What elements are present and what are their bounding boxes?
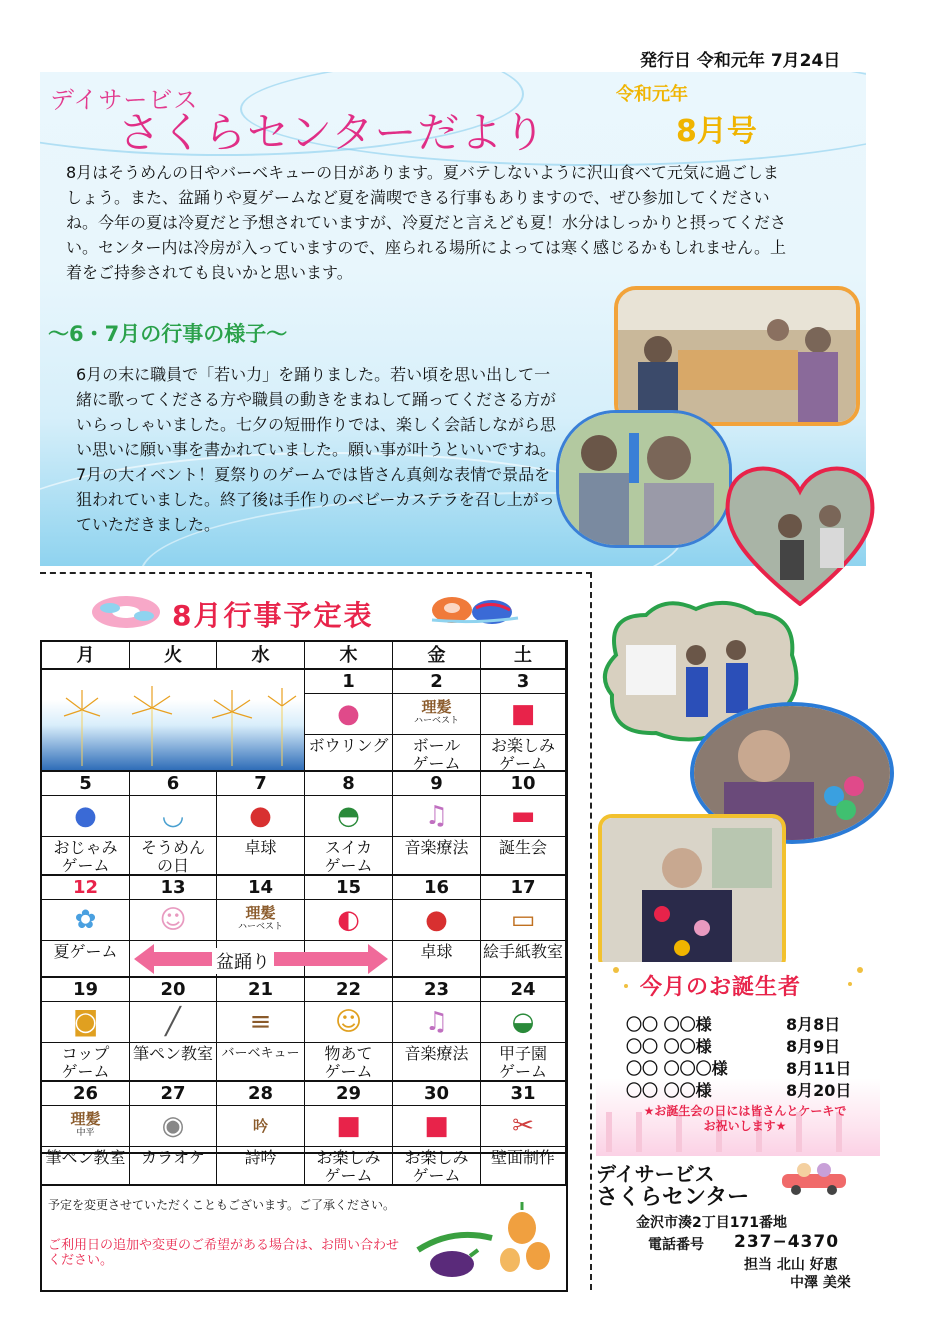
heart-photo bbox=[720, 456, 880, 606]
event-label: 筆ペン教室 bbox=[45, 1148, 126, 1167]
day-number: 28 bbox=[217, 1082, 304, 1106]
brand-subtitle: デイサービス bbox=[50, 86, 199, 114]
car-icon bbox=[776, 1160, 852, 1196]
event-label: 壁面制作 bbox=[490, 1148, 555, 1167]
calendar-day-cell bbox=[42, 772, 130, 876]
microphone-icon: ◉ bbox=[130, 1106, 216, 1147]
badge-sub: ハーベスト bbox=[413, 716, 459, 726]
footer-phone-label: 電話番号 bbox=[648, 1237, 704, 1253]
barber-icon bbox=[217, 900, 304, 941]
day-number: 26 bbox=[42, 1082, 129, 1106]
issue-date: 発行日 令和元年 7月24日 bbox=[640, 51, 841, 71]
ping-pong-icon: ● bbox=[393, 900, 480, 941]
issue-month: 8月号 bbox=[676, 114, 757, 149]
birthday-name: 〇〇 〇〇様 bbox=[626, 1037, 712, 1056]
thinking-face-icon: ☺ bbox=[305, 1002, 392, 1043]
calendar-day-cell bbox=[42, 876, 130, 978]
calendar-day-cell bbox=[481, 670, 566, 772]
day-number: 20 bbox=[130, 978, 216, 1002]
birthday-name: 〇〇 〇〇様 bbox=[626, 1081, 712, 1100]
day-number: 14 bbox=[217, 876, 304, 900]
day-number: 27 bbox=[130, 1082, 216, 1106]
bbq-skewer-icon: ≡ bbox=[217, 1002, 304, 1043]
event-label: おじゃみ ゲーム bbox=[53, 838, 118, 875]
calendar-day-cell bbox=[481, 772, 566, 876]
birthday-date: 8月8日 bbox=[786, 1015, 841, 1034]
events-paragraph: 6月の末に職員で「若い力」を踊りました。若い頃を思い出して一緒に歌ってくださる方や職員の動きをまねして踊ってくださる方がいらっしゃいました。七夕の短冊作りでは、楽しく会話しながら思い思いに願い事を書かれていました。願い事が叶うといいですね。7月の大イベント！夏祭りのゲームでは皆さん真剣な表情で景品を狙われていました。終了後は手作りのベビーカステラを召し上がっていただきました。 bbox=[76, 365, 557, 534]
fireworks-illustration bbox=[42, 670, 305, 772]
swim-ring-icon bbox=[88, 588, 164, 632]
calendar-day-cell bbox=[305, 772, 393, 876]
footer-service-type: デイサービス bbox=[596, 1162, 715, 1186]
event-label: そうめん の日 bbox=[140, 838, 205, 875]
day-number: 19 bbox=[42, 978, 129, 1002]
somen-icon: ◡ bbox=[130, 796, 216, 837]
event-label: 音楽療法 bbox=[404, 838, 469, 857]
event-label: 甲子園 ゲーム bbox=[498, 1044, 547, 1081]
poem-icon bbox=[217, 1106, 304, 1147]
bon-odori-label: 盆踊り bbox=[212, 948, 274, 974]
calendar-day-cell bbox=[481, 876, 566, 978]
event-label: お楽しみ ゲーム bbox=[490, 736, 555, 773]
birthday-date: 8月9日 bbox=[786, 1037, 841, 1056]
event-label: 卓球 bbox=[420, 942, 453, 961]
day-number: 8 bbox=[305, 772, 392, 796]
event-calendar bbox=[40, 640, 568, 1185]
badge-label: 理髪 bbox=[70, 1110, 101, 1128]
event-label: コップ ゲーム bbox=[61, 1044, 110, 1081]
event-label: バーベキュー bbox=[221, 1046, 300, 1061]
ping-pong-icon: ● bbox=[217, 796, 304, 837]
weekday-header: 土 bbox=[481, 642, 566, 670]
day-number: 10 bbox=[481, 772, 565, 796]
birthday-date: 8月20日 bbox=[786, 1081, 852, 1100]
issue-era: 令和元年 bbox=[616, 84, 688, 105]
day-number: 3 bbox=[481, 670, 565, 694]
event-label: ボール ゲーム bbox=[412, 736, 461, 773]
event-label: 卓球 bbox=[244, 838, 277, 857]
badge-label: 理髪 bbox=[421, 698, 452, 716]
weekday-header: 月 bbox=[42, 642, 130, 670]
gift-bag-icon: ■ bbox=[481, 694, 565, 735]
weekday-header: 火 bbox=[130, 642, 217, 670]
day-number: 24 bbox=[481, 978, 565, 1002]
divider-horizontal bbox=[40, 572, 592, 574]
note-change: 予定を変更させていただくこともございます。ご了承ください。 bbox=[48, 1198, 396, 1212]
barber-icon bbox=[393, 694, 480, 735]
music-icon: ♫ bbox=[393, 1002, 480, 1043]
calendar-day-cell bbox=[481, 978, 566, 1082]
watermelon-icon: ◓ bbox=[305, 796, 392, 837]
calendar-day-cell bbox=[130, 772, 217, 876]
birthday-date: 8月11日 bbox=[786, 1059, 852, 1078]
pinwheel-icon: ✿ bbox=[42, 900, 129, 941]
day-number: 21 bbox=[217, 978, 304, 1002]
footer-staff: 担当 北山 好恵 bbox=[744, 1257, 838, 1273]
event-label: 音楽療法 bbox=[404, 1044, 469, 1063]
day-number: 9 bbox=[393, 772, 480, 796]
day-number: 15 bbox=[305, 876, 392, 900]
tanabata-photo bbox=[556, 410, 732, 548]
badge-sub: 中平 bbox=[76, 1128, 95, 1138]
calendar-day-cell bbox=[130, 978, 217, 1082]
koshien-dish-icon: ◒ bbox=[481, 1002, 565, 1043]
badge-sub: ハーベスト bbox=[237, 922, 283, 932]
day-number: 2 bbox=[393, 670, 480, 694]
event-label: ボウリング bbox=[308, 736, 389, 755]
birthday-name: 〇〇 〇〇〇様 bbox=[626, 1059, 728, 1078]
birthday-name: 〇〇 〇〇様 bbox=[626, 1015, 712, 1034]
water-balloon-icon bbox=[426, 590, 522, 626]
calendar-day-cell bbox=[393, 772, 481, 876]
day-number: 13 bbox=[130, 876, 216, 900]
gift-bag-icon: ■ bbox=[305, 1106, 392, 1147]
footer-address: 金沢市湊2丁目171番地 bbox=[636, 1215, 787, 1231]
day-number: 1 bbox=[305, 670, 392, 694]
event-label: お楽しみ ゲーム bbox=[404, 1148, 469, 1185]
beanbag-icon: ● bbox=[42, 796, 129, 837]
barber-icon bbox=[42, 1106, 129, 1147]
event-label bbox=[217, 941, 304, 943]
children-icon: ☺ bbox=[130, 900, 216, 941]
schedule-title: 8月行事予定表 bbox=[172, 599, 374, 632]
day-number: 31 bbox=[481, 1082, 565, 1106]
birthday-title: 今月のお誕生者 bbox=[640, 975, 802, 1000]
day-number: 7 bbox=[217, 772, 304, 796]
footer-phone: 237−4370 bbox=[734, 1232, 840, 1252]
event-label: 筆ペン教室 bbox=[132, 1044, 213, 1063]
calendar-day-cell bbox=[393, 876, 481, 978]
music-icon: ♫ bbox=[393, 796, 480, 837]
weekday-header: 金 bbox=[393, 642, 481, 670]
footer-staff: 中澤 美栄 bbox=[790, 1275, 851, 1291]
divider-vertical bbox=[590, 572, 592, 1290]
newsletter-title: さくらセンターだより bbox=[118, 108, 547, 157]
day-number: 5 bbox=[42, 772, 129, 796]
event-label: 誕生会 bbox=[498, 838, 547, 857]
birthday-note: ★お誕生会の日には皆さんとケーキでお祝いします★ bbox=[643, 1104, 847, 1133]
festival-fan-icon: ◐ bbox=[305, 900, 392, 941]
event-label bbox=[305, 941, 392, 943]
event-label: 夏ゲーム bbox=[53, 942, 118, 961]
calendar-day-cell bbox=[217, 978, 305, 1082]
event-label: 物あて ゲーム bbox=[324, 1044, 373, 1081]
cup-icon: ◙ bbox=[42, 1002, 129, 1043]
group-photo bbox=[614, 286, 860, 426]
day-number: 30 bbox=[393, 1082, 480, 1106]
gift-bag-icon: ■ bbox=[393, 1106, 480, 1147]
event-label: 絵手紙教室 bbox=[482, 942, 563, 961]
day-number: 12 bbox=[42, 876, 129, 900]
event-label bbox=[130, 941, 216, 943]
weekday-header: 水 bbox=[217, 642, 305, 670]
brush-pen-icon: ╱ bbox=[130, 1002, 216, 1043]
day-number: 6 bbox=[130, 772, 216, 796]
event-label: お楽しみ ゲーム bbox=[316, 1148, 381, 1185]
calendar-day-cell bbox=[393, 978, 481, 1082]
day-number: 29 bbox=[305, 1082, 392, 1106]
birthday-cake-icon: ▬ bbox=[481, 796, 565, 837]
postcard-icon: ▭ bbox=[481, 900, 565, 941]
calendar-day-cell bbox=[42, 978, 130, 1082]
event-label: スイカ ゲーム bbox=[324, 838, 373, 875]
bowling-icon: ● bbox=[305, 694, 392, 735]
vegetables-illustration bbox=[412, 1198, 562, 1284]
intro-paragraph: 8月はそうめんの日やバーベキューの日があります。夏バテしないように沢山食べて元気に過ごしましょう。また、盆踊りや夏ゲームなど夏を満喫できる行事もありますので、ぜひ参加してくださいね。今年の夏は冷夏だと予想されていますが、冷夏だと言えども夏！水分はしっかりと摂ってください。センター内は冷房が入っていますので、座られる場所によっては寒く感じるかもしれません。上着をご持参されても良いかと思います。 bbox=[66, 163, 787, 282]
craft-supplies-icon: ✂ bbox=[481, 1106, 565, 1147]
day-number: 23 bbox=[393, 978, 480, 1002]
day-number: 22 bbox=[305, 978, 392, 1002]
note-request: ご利用日の追加や変更のご希望がある場合は、お問い合わせください。 bbox=[48, 1238, 400, 1268]
yukata-photo bbox=[598, 814, 786, 972]
event-label: 詩吟 bbox=[244, 1148, 277, 1167]
weekday-header: 木 bbox=[305, 642, 393, 670]
events-heading: ～6・7月の行事の様子～ bbox=[48, 322, 288, 346]
calendar-day-cell bbox=[217, 772, 305, 876]
calendar-day-cell bbox=[393, 670, 481, 772]
calendar-day-cell bbox=[305, 978, 393, 1082]
calendar-day-cell bbox=[305, 670, 393, 772]
event-label: カラオケ bbox=[141, 1148, 205, 1167]
day-number: 16 bbox=[393, 876, 480, 900]
badge-label: 吟 bbox=[252, 1117, 268, 1135]
footer-center-name: さくらセンター bbox=[596, 1185, 750, 1210]
badge-label: 理髪 bbox=[245, 904, 276, 922]
day-number: 17 bbox=[481, 876, 565, 900]
